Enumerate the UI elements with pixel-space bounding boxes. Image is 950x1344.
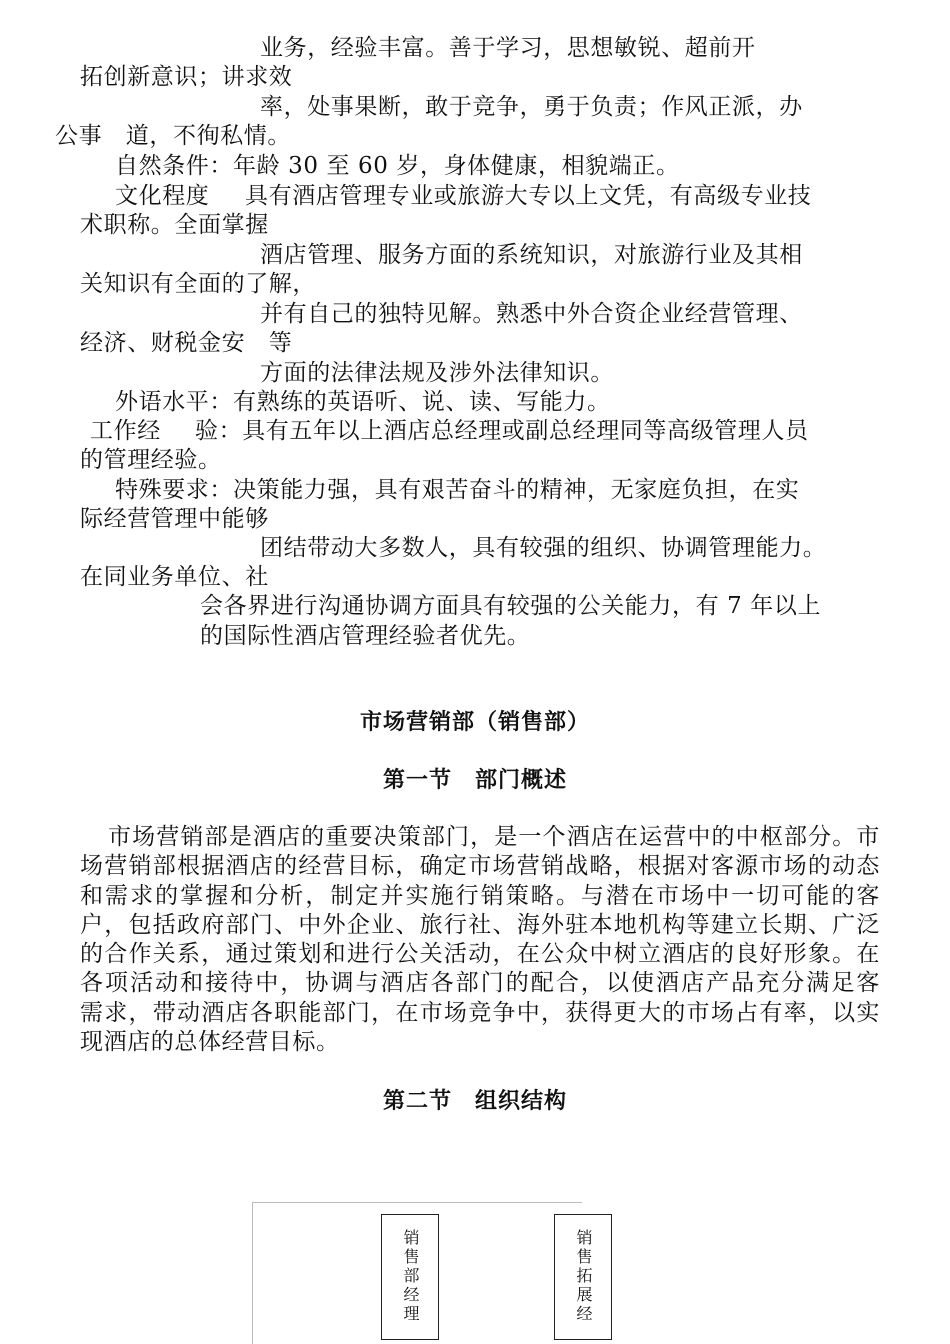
text-line: 公事 道，不徇私情。 <box>55 123 291 149</box>
text-line: 术职称。全面掌握 <box>80 212 269 238</box>
text-line: 经济、财税金安 等 <box>80 330 293 356</box>
text-line: 具有酒店管理专业或旅游大专以上文凭，有高级专业技 <box>245 183 812 209</box>
org-box-sales-expansion-manager <box>554 1214 612 1340</box>
text-line: 拓创新意识；讲求效 <box>80 64 293 90</box>
text-line: 率，处事果断，敢于竞争，勇于负责；作风正派，办 <box>260 94 803 120</box>
org-box-sales-manager <box>381 1214 439 1340</box>
text-line: 自然条件：年龄 30 至 60 岁，身体健康，相貌端正。 <box>115 153 680 179</box>
text-line: 外语水平：有熟练的英语听、说、读、写能力。 <box>115 389 611 415</box>
text-line: 并有自己的独特见解。熟悉中外合资企业经营管理、 <box>260 301 803 327</box>
text-line: 会各界进行沟通协调方面具有较强的公关能力，有 7 年以上 <box>200 593 822 619</box>
org-box-label: 销售拓展经 <box>574 1229 593 1324</box>
org-connector-line <box>252 1202 253 1344</box>
text-line: 特殊要求：决策能力强，具有艰苦奋斗的精神，无家庭负担，在实 <box>115 477 800 503</box>
text-line: 的国际性酒店管理经验者优先。 <box>200 623 531 649</box>
section-title: 第二节 组织结构 <box>382 1089 567 1114</box>
section-title: 第一节 部门概述 <box>382 768 567 793</box>
department-title: 市场营销部（销售部） <box>359 710 590 735</box>
text-line: 业务，经验丰富。善于学习，思想敏锐、超前开 <box>260 35 756 61</box>
org-connector-line <box>252 1202 582 1203</box>
text-line: 际经营管理中能够 <box>80 506 269 532</box>
text-line: 验：具有五年以上酒店总经理或副总经理同等高级管理人员 <box>195 418 809 444</box>
text-line: 团结带动大多数人，具有较强的组织、协调管理能力。 <box>260 535 827 561</box>
section-body: 市场营销部是酒店的重要决策部门，是一个酒店在运营中的中枢部分。市场营销部根据酒店的经营目标，确定市场营销战略，根据对客源市场的动态和需求的掌握和分析，制定并实施行销策略。与潜在市场中一切可能的客户，包括政府部门、中外企业、旅行社、海外驻本地机构等建立长期、广泛的合作关系，通过策划和进行公关活动，在公众中树立酒店的良好形象。在各项活动和接待中，协调与酒店各部门的配合，以使酒店产品充分满足客 需求，带动酒店各职能部门，在市场竞争中，获得更大的市场占有率，以实现酒店的总体经营目标。 <box>80 824 904 1056</box>
text-line: 方面的法律法规及涉外法律知识。 <box>260 360 614 386</box>
text-line: 文化程度 <box>115 183 210 209</box>
org-box-label: 销售部经理 <box>401 1229 420 1324</box>
text-line: 酒店管理、服务方面的系统知识，对旅游行业及其相 <box>260 242 803 268</box>
text-line: 工作经 <box>90 418 161 444</box>
text-line: 在同业务单位、社 <box>80 564 269 590</box>
text-line: 的管理经验。 <box>80 447 222 473</box>
text-line: 关知识有全面的了解， <box>80 271 316 297</box>
